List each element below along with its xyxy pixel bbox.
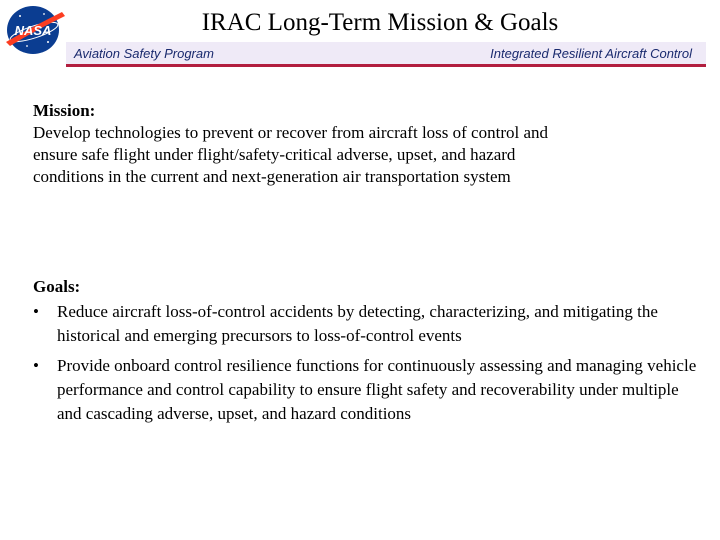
banner-program-name: Aviation Safety Program xyxy=(74,46,214,61)
nasa-logo xyxy=(0,2,70,58)
mission-line: Develop technologies to prevent or recover from aircraft loss of control and xyxy=(33,123,549,142)
program-banner xyxy=(66,42,706,67)
goal-item xyxy=(33,354,703,426)
mission-heading: Mission: xyxy=(33,101,96,120)
goals-section xyxy=(33,276,703,432)
goal-item xyxy=(33,300,703,348)
bullet-icon: • xyxy=(33,356,39,375)
goal-text: Reduce aircraft loss-of-control accidents by detecting, characterizing, and mitigating the historical and emerging precursors to loss-of-control events xyxy=(57,302,658,345)
goals-heading: Goals: xyxy=(33,277,81,296)
bullet-icon: • xyxy=(33,302,39,321)
goals-list xyxy=(33,300,703,426)
mission-line: ensure safe flight under flight/safety-critical adverse, upset, and hazard xyxy=(33,145,516,164)
banner-project-name: Integrated Resilient Aircraft Control xyxy=(490,46,692,61)
mission-section xyxy=(33,100,703,188)
svg-text:NASA: NASA xyxy=(14,23,52,38)
goal-text: Provide onboard control resilience functions for continuously assessing and managing vehicle performance and control capability to ensure flight safety and recoverability under multiple and cascading adverse, upset, and hazard conditions xyxy=(57,356,697,423)
page-title: IRAC Long-Term Mission & Goals xyxy=(201,9,559,36)
mission-line: conditions in the current and next-generation air transportation system xyxy=(33,167,511,186)
